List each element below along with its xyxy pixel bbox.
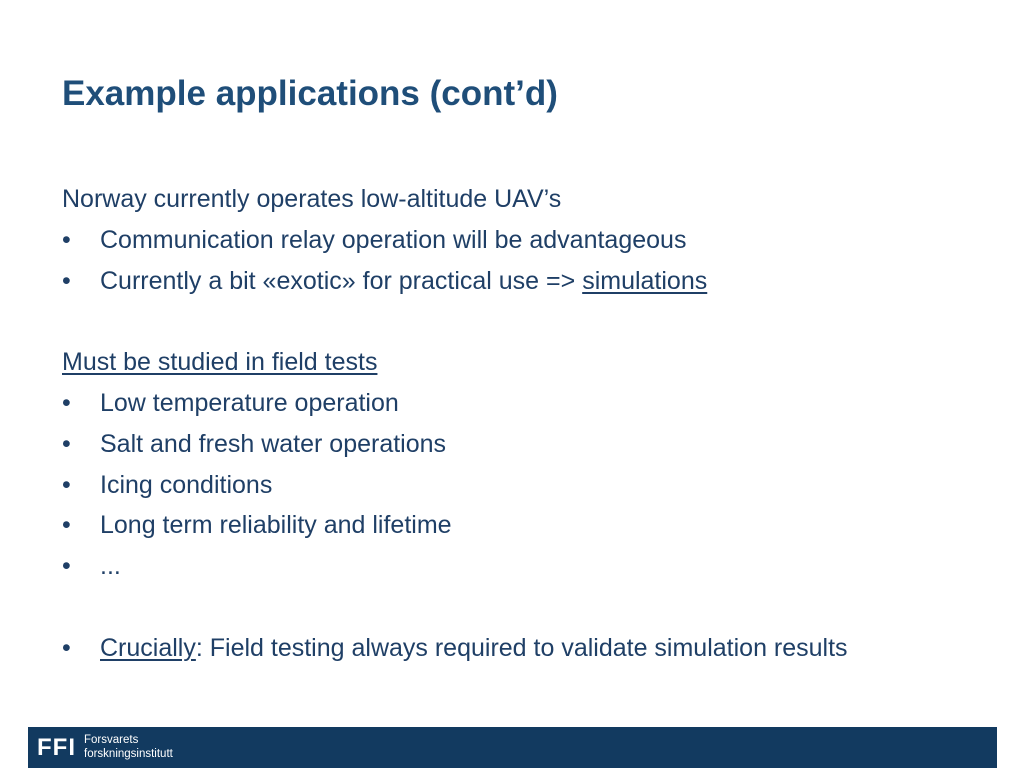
institute-line-2: forskningsinstitutt <box>84 748 173 760</box>
bullet-marker: • <box>62 511 71 540</box>
bullet-marker: • <box>62 388 71 417</box>
bullet-text: Icing conditions <box>100 470 273 499</box>
section-heading <box>62 342 992 383</box>
bullet-marker: • <box>62 470 71 499</box>
bullet-marker: • <box>62 552 71 581</box>
spacer <box>62 587 992 628</box>
bullet-text <box>100 628 848 669</box>
bullet-marker: • <box>62 633 71 662</box>
bullet-item <box>62 383 992 424</box>
bullet-text: Salt and fresh water operations <box>100 429 447 458</box>
footer-bar <box>28 727 997 768</box>
bullet-item <box>62 261 992 302</box>
bullet-item <box>62 546 992 587</box>
ffi-logo: FFI <box>37 734 76 761</box>
bullet-item <box>62 220 992 261</box>
slide-content <box>62 179 992 669</box>
field-tests-heading: Must be studied in field tests <box>62 348 378 377</box>
bullet-marker: • <box>62 225 71 254</box>
bullet-text-rest: : Field testing always required to validate simulation results <box>195 633 848 662</box>
institute-line-1: Forsvarets <box>84 734 139 746</box>
bullet-marker: • <box>62 429 71 458</box>
bullet-text <box>100 261 707 302</box>
bullet-text: Long term reliability and lifetime <box>100 511 452 540</box>
spacer <box>62 301 992 342</box>
crucially-underlined: Crucially <box>100 633 196 662</box>
bullet-marker: • <box>62 266 71 295</box>
bullet-text: Low temperature operation <box>100 388 399 417</box>
institute-name <box>84 733 173 761</box>
simulations-underlined: simulations <box>582 266 708 295</box>
bullet-text: Communication relay operation will be advantageous <box>100 225 687 254</box>
intro-text: Norway currently operates low-altitude UAV’s <box>62 185 562 213</box>
bullet-text: ... <box>100 552 121 581</box>
bullet-item <box>62 505 992 546</box>
bullet-text-lead: Currently a bit «exotic» for practical use => <box>100 266 583 295</box>
bullet-item-final <box>62 628 992 669</box>
bullet-item <box>62 465 992 506</box>
bullet-item <box>62 424 992 465</box>
slide-title: Example applications (cont’d) <box>62 74 558 113</box>
